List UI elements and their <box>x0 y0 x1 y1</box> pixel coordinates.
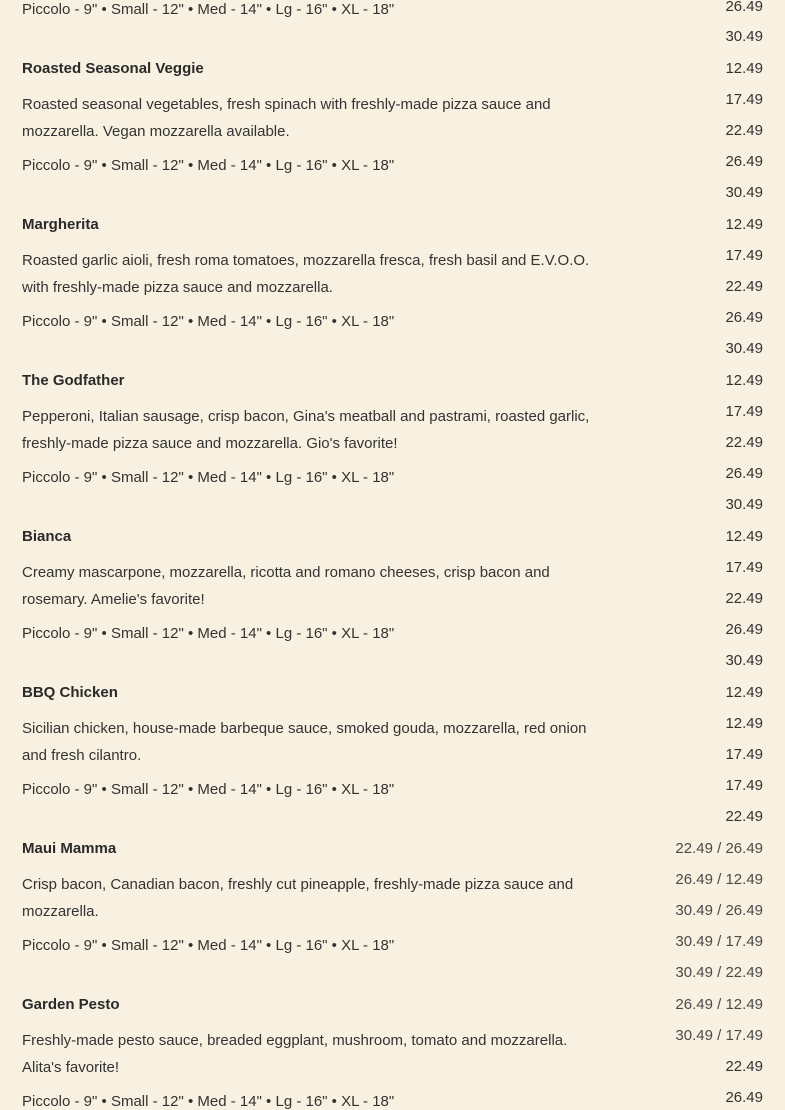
item-title-bbq-chicken: BBQ Chicken <box>22 684 118 701</box>
item-price-5-maui-mamma: 30.49 / 22.49 <box>675 964 763 981</box>
item-description-maui-mamma: Crisp bacon, Canadian bacon, freshly cut pineapple, freshly-made pizza sauce and mozzarella. <box>22 876 574 920</box>
item-price-1-garden-pesto: 26.49 / 12.49 <box>675 996 763 1013</box>
item-title-maui-mamma: Maui Mamma <box>22 840 117 857</box>
item-price-5-bbq-chicken: 22.49 <box>725 808 763 825</box>
item-price-4-bbq-chicken: 17.49 <box>725 777 763 794</box>
item-title-bianca: Bianca <box>22 528 72 545</box>
item-price-4-margherita: 26.49 <box>725 309 763 326</box>
item-title-the-godfather: The Godfather <box>22 372 125 389</box>
item-price-2-garden-pesto: 30.49 / 17.49 <box>675 1027 763 1044</box>
item-title-roasted-seasonal-veggie: Roasted Seasonal Veggie <box>22 60 204 77</box>
item-price-3-bianca: 22.49 <box>725 590 763 607</box>
item-price-3-garden-pesto: 22.49 <box>725 1058 763 1075</box>
top-price-1: 26.49 <box>725 0 763 15</box>
item-price-5-margherita: 30.49 <box>725 340 763 357</box>
item-title-garden-pesto: Garden Pesto <box>22 996 120 1013</box>
item-price-5-roasted-seasonal-veggie: 30.49 <box>725 184 763 201</box>
item-price-1-margherita: 12.49 <box>725 216 763 233</box>
item-price-1-the-godfather: 12.49 <box>725 372 763 389</box>
item-price-3-margherita: 22.49 <box>725 278 763 295</box>
top-price-2: 30.49 <box>725 28 763 45</box>
item-size-line-the-godfather: Piccolo - 9" • Small - 12" • Med - 14" • Lg - 16" • XL - 18" <box>22 469 395 486</box>
item-price-2-roasted-seasonal-veggie: 17.49 <box>725 91 763 108</box>
item-size-line-garden-pesto: Piccolo - 9" • Small - 12" • Med - 14" • Lg - 16" • XL - 18" <box>22 1093 395 1110</box>
item-price-2-the-godfather: 17.49 <box>725 403 763 420</box>
item-description-roasted-seasonal-veggie: Roasted seasonal vegetables, fresh spinach with freshly-made pizza sauce and mozzarella. Vegan mozzarella available. <box>22 96 551 140</box>
item-description-garden-pesto: Freshly-made pesto sauce, breaded eggplant, mushroom, tomato and mozzarella. Alita's favorite! <box>22 1032 568 1076</box>
item-price-1-bbq-chicken: 12.49 <box>725 684 763 701</box>
item-description-margherita: Roasted garlic aioli, fresh roma tomatoes, mozzarella fresca, fresh basil and E.V.O.O. with freshly-made pizza sauce and mozzarella. <box>22 252 590 296</box>
item-price-4-maui-mamma: 30.49 / 17.49 <box>675 933 763 950</box>
item-price-4-garden-pesto: 26.49 <box>725 1089 763 1106</box>
item-size-line-roasted-seasonal-veggie: Piccolo - 9" • Small - 12" • Med - 14" • Lg - 16" • XL - 18" <box>22 157 395 174</box>
item-size-line-bbq-chicken: Piccolo - 9" • Small - 12" • Med - 14" • Lg - 16" • XL - 18" <box>22 781 395 798</box>
item-price-2-bianca: 17.49 <box>725 559 763 576</box>
item-price-3-maui-mamma: 30.49 / 26.49 <box>675 902 763 919</box>
item-size-line-maui-mamma: Piccolo - 9" • Small - 12" • Med - 14" • Lg - 16" • XL - 18" <box>22 937 395 954</box>
item-price-2-maui-mamma: 26.49 / 12.49 <box>675 871 763 888</box>
top-size-line: Piccolo - 9" • Small - 12" • Med - 14" • Lg - 16" • XL - 18" <box>22 1 395 18</box>
item-size-line-margherita: Piccolo - 9" • Small - 12" • Med - 14" • Lg - 16" • XL - 18" <box>22 313 395 330</box>
item-price-2-bbq-chicken: 12.49 <box>725 715 763 732</box>
item-price-4-bianca: 26.49 <box>725 621 763 638</box>
item-title-margherita: Margherita <box>22 216 99 233</box>
item-price-3-the-godfather: 22.49 <box>725 434 763 451</box>
item-description-bianca: Creamy mascarpone, mozzarella, ricotta and romano cheeses, crisp bacon and rosemary. Amelie's favorite! <box>22 564 550 608</box>
item-price-4-roasted-seasonal-veggie: 26.49 <box>725 153 763 170</box>
item-price-5-bianca: 30.49 <box>725 652 763 669</box>
item-description-the-godfather: Pepperoni, Italian sausage, crisp bacon, Gina's meatball and pastrami, roasted garlic, freshly-made pizza sauce and mozzarella. Gio's favorite! <box>22 408 590 452</box>
item-price-5-the-godfather: 30.49 <box>725 496 763 513</box>
item-size-line-bianca: Piccolo - 9" • Small - 12" • Med - 14" • Lg - 16" • XL - 18" <box>22 625 395 642</box>
item-price-2-margherita: 17.49 <box>725 247 763 264</box>
item-price-4-the-godfather: 26.49 <box>725 465 763 482</box>
item-price-3-roasted-seasonal-veggie: 22.49 <box>725 122 763 139</box>
item-price-1-bianca: 12.49 <box>725 528 763 545</box>
item-price-1-maui-mamma: 22.49 / 26.49 <box>675 840 763 857</box>
item-price-1-roasted-seasonal-veggie: 12.49 <box>725 60 763 77</box>
item-price-3-bbq-chicken: 17.49 <box>725 746 763 763</box>
item-description-bbq-chicken: Sicilian chicken, house-made barbeque sauce, smoked gouda, mozzarella, red onion and fresh cilantro. <box>22 720 587 764</box>
